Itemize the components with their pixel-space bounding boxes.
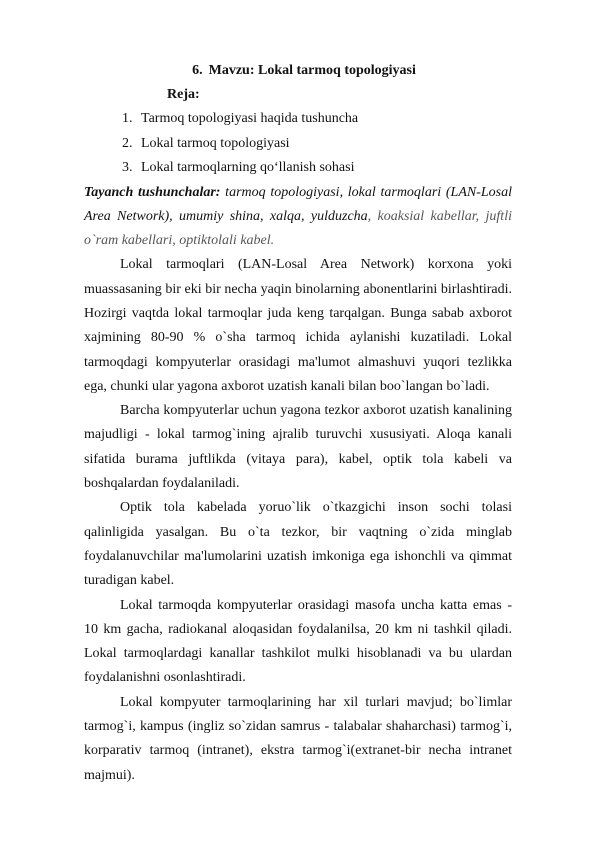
- plan-item-text: Lokal tarmoq topologiyasi: [141, 135, 290, 151]
- keywords-paragraph: [84, 181, 512, 254]
- keywords-label: Tayanch tushunchalar:: [84, 184, 221, 200]
- keywords-text: tarmoq topologiyasi, lokal tarmoqlari (LAN-Losal Area Network), umumiy shina, xalqa, yulduzcha: [84, 184, 512, 224]
- body-paragraph: Barcha kompyuterlar uchun yagona tezkor axborot uzatish kanalining majudligi - lokal tarmog`ining ajralib turuvchi xususiyati. Aloqa kanali sifatida burama juftlikda (vitaya para), kabel, optik tola kabeli va boshqalardan foydalaniladi.: [84, 403, 512, 492]
- page-title: [84, 59, 512, 83]
- keywords-text-gray: , koaksial kabellar, juftli o`ram kabellari, optiktolali kabel.: [84, 208, 512, 249]
- body-paragraph: Optik tola kabelada yoruo`lik o`tkazgichi inson sochi tolasi qalinligida yasalgan. Bu o`ta tezkor, bir vaqtning o`zida minglab foydalanuvchilar ma'lumolarini uzatish imkoniga ega ishonchli va qimmat turadigan kabel.: [84, 500, 512, 589]
- title-number: 6.: [192, 63, 203, 78]
- title-text: Mavzu: Lokal tarmoq topologiyasi: [208, 63, 416, 78]
- plan-item: [122, 156, 512, 181]
- plan-item-number: 2.: [122, 135, 133, 151]
- plan-list: [84, 107, 512, 181]
- body-paragraph: Lokal tarmoqlari (LAN-Losal Area Network) korxona yoki muassasaning bir eki bir necha yaqin binolarning abonentlarini birlashtiradi. Hozirgi vaqtda lokal tarmoqlar juda keng tarqalgan. Bunga sabab axborot xajmining 80-90 % o`sha tarmoq ichida aylanishi kuzatiladi. Lokal tarmoqdagi kompyuterlar orasidagi ma'lumot almashuvi yuqori tezlikka ega, chunki ular yagona axborot uzatish kanali bilan boo`langan bo`ladi.: [84, 257, 512, 394]
- plan-item-text: Lokal tarmoqlarning qo‘llanish sohasi: [141, 160, 355, 175]
- plan-item-number: 1.: [122, 111, 133, 126]
- plan-item: [122, 107, 512, 132]
- plan-heading: Reja:: [167, 87, 200, 102]
- plan-item-text: Tarmoq topologiyasi haqida tushuncha: [141, 111, 359, 126]
- body-paragraph: Lokal kompyuter tarmoqlarining har xil turlari mavjud; bo`limlar tarmog`i, kampus (ingliz so`zidan samrus - talabalar shaharchasi) tarmog`i, korparativ tarmoq (intranet), ekstra tarmog`i(extranet-bir necha intranet majmui).: [84, 694, 512, 783]
- body-paragraph: Lokal tarmoqda kompyuterlar orasidagi masofa uncha katta emas - 10 km gacha, radiokanal aloqasidan foydalanilsa, 20 km ni tashkil qiladi. Lokal tarmoqlardagi kanallar tashkilot mulki hisoblanadi va bu ulardan foydalanishni osonlashtiradi.: [84, 597, 512, 686]
- plan-item: [122, 132, 512, 157]
- plan-item-number: 3.: [122, 160, 133, 175]
